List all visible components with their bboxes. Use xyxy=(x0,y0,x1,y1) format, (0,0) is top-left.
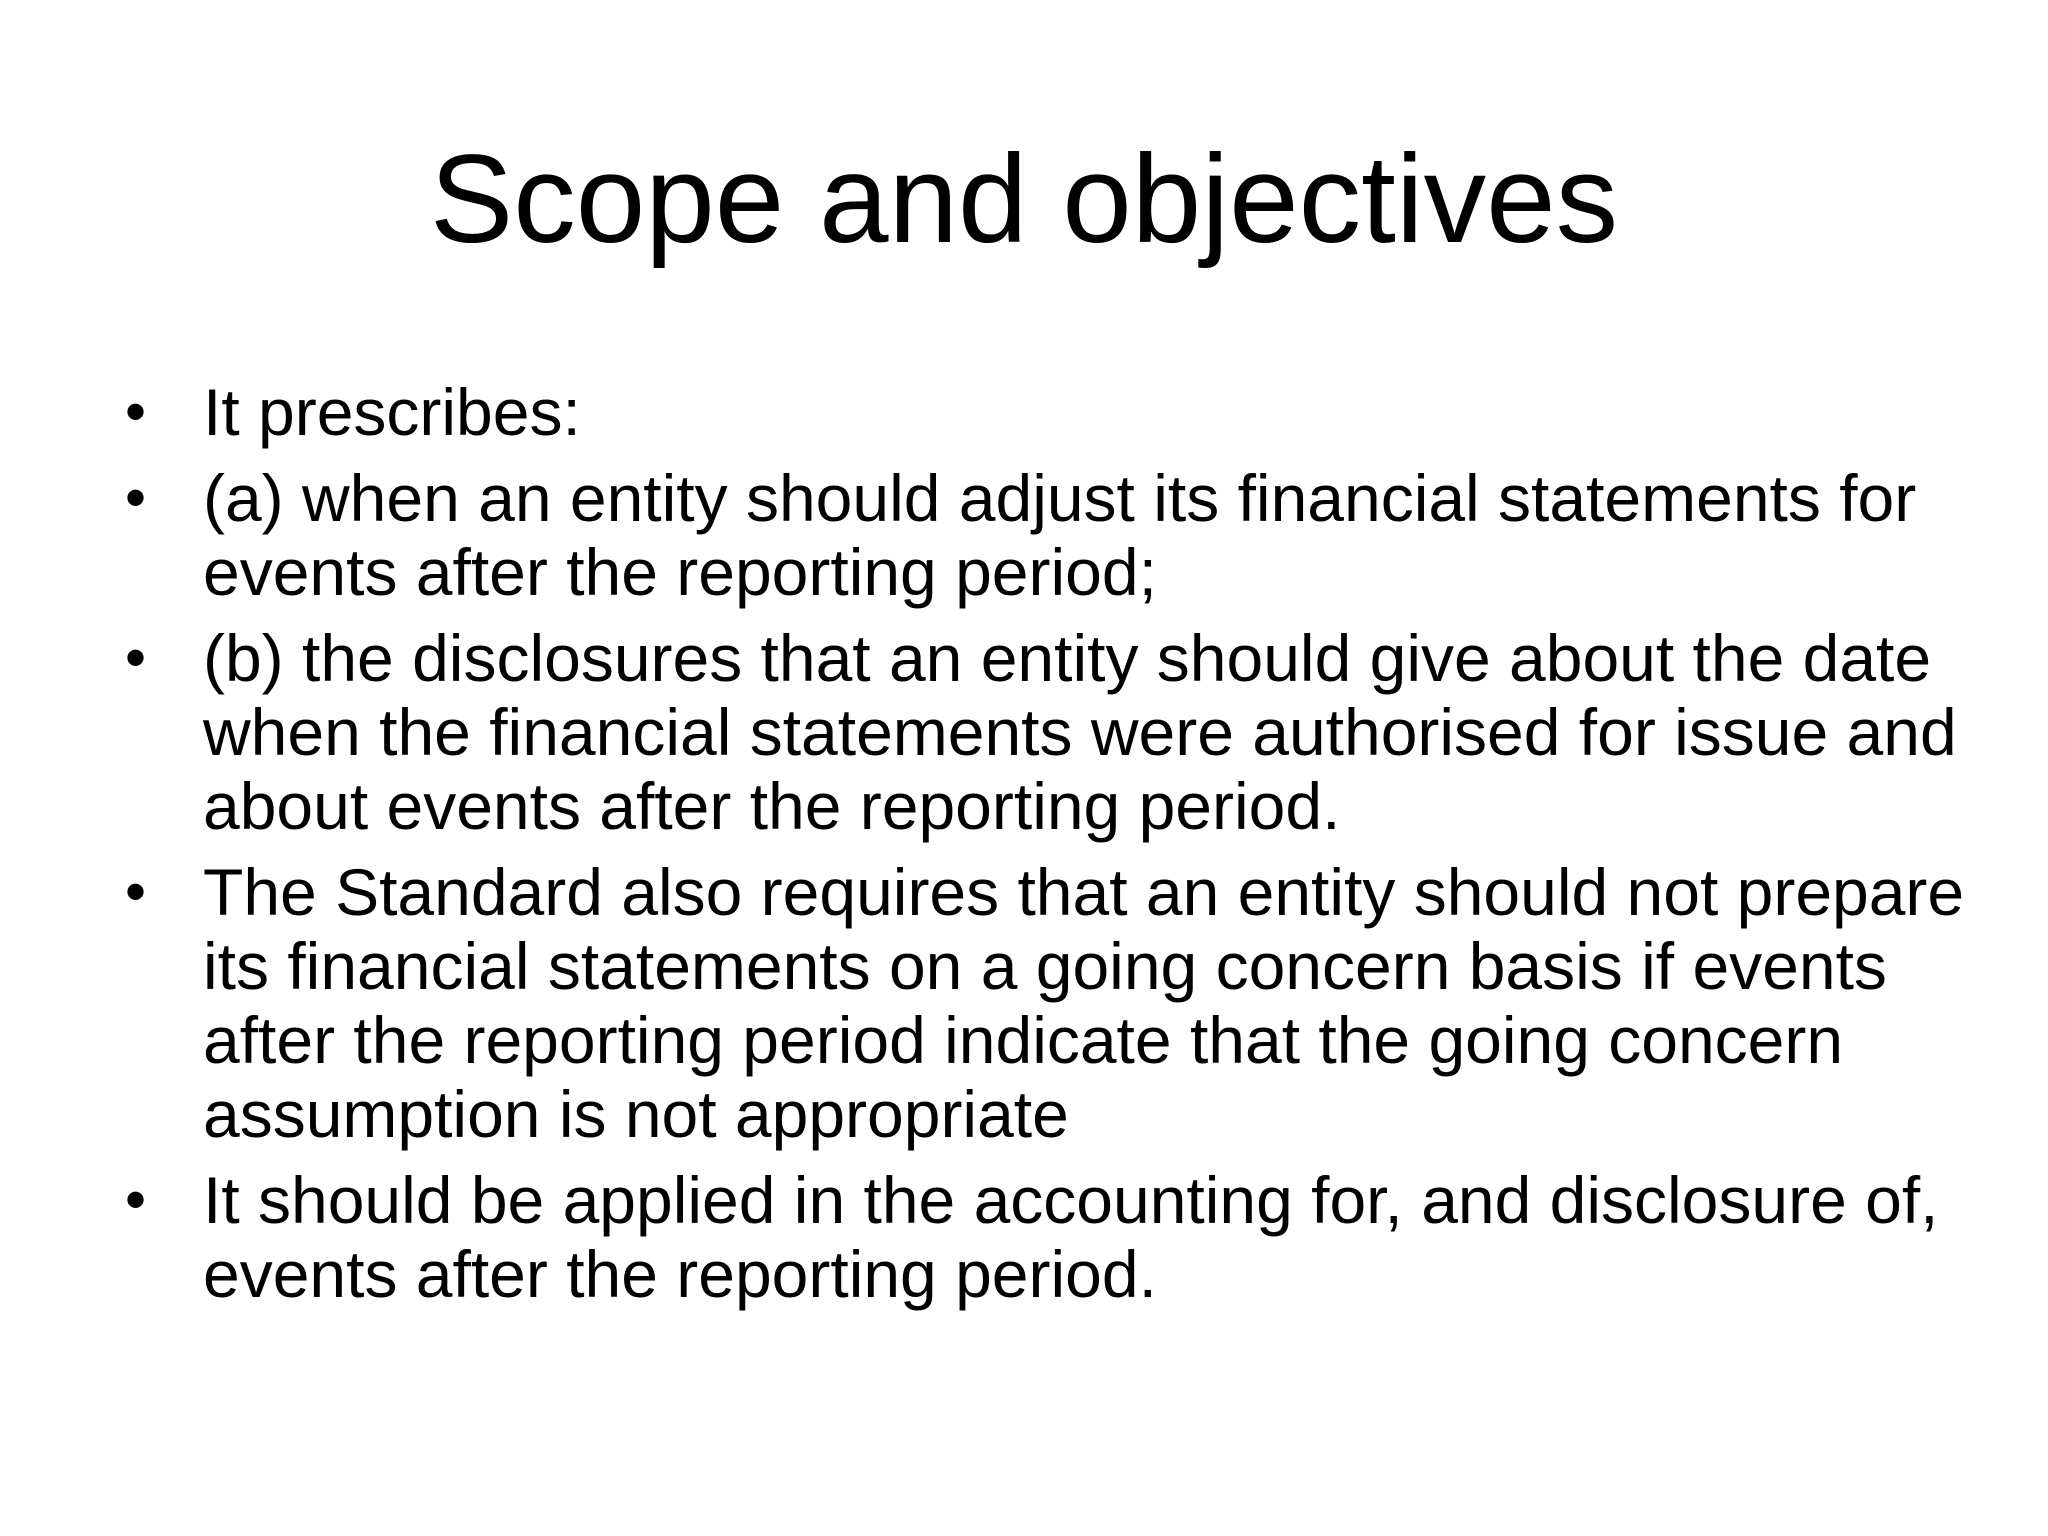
bullet-item xyxy=(125,461,1965,609)
bullet-text: It prescribes: xyxy=(203,375,581,449)
bullet-text: (a) when an entity should adjust its financial statements for events after the reporting period; xyxy=(203,461,1917,609)
bullet-item xyxy=(125,375,1965,449)
bullet-dot-icon: • xyxy=(125,1166,147,1233)
bullet-dot-icon: • xyxy=(125,464,147,531)
bullet-dot-icon: • xyxy=(125,624,147,691)
bullet-dot-icon: • xyxy=(125,378,147,445)
bullet-list xyxy=(125,375,1965,1323)
slide-title: Scope and objectives xyxy=(429,130,1619,269)
bullet-item xyxy=(125,1163,1965,1311)
bullet-text: The Standard also requires that an entity should not prepare its financial statements on a going concern basis if events after the reporting period indicate that the going concern assumption is not appropriate xyxy=(203,855,1965,1151)
bullet-item xyxy=(125,621,1965,843)
bullet-dot-icon: • xyxy=(125,858,147,925)
bullet-text: (b) the disclosures that an entity should give about the date when the financial statements were authorised for issue and about events after the reporting period. xyxy=(203,621,1957,843)
bullet-text: It should be applied in the accounting for, and disclosure of, events after the reporting period. xyxy=(203,1163,1939,1311)
bullet-item xyxy=(125,855,1965,1151)
